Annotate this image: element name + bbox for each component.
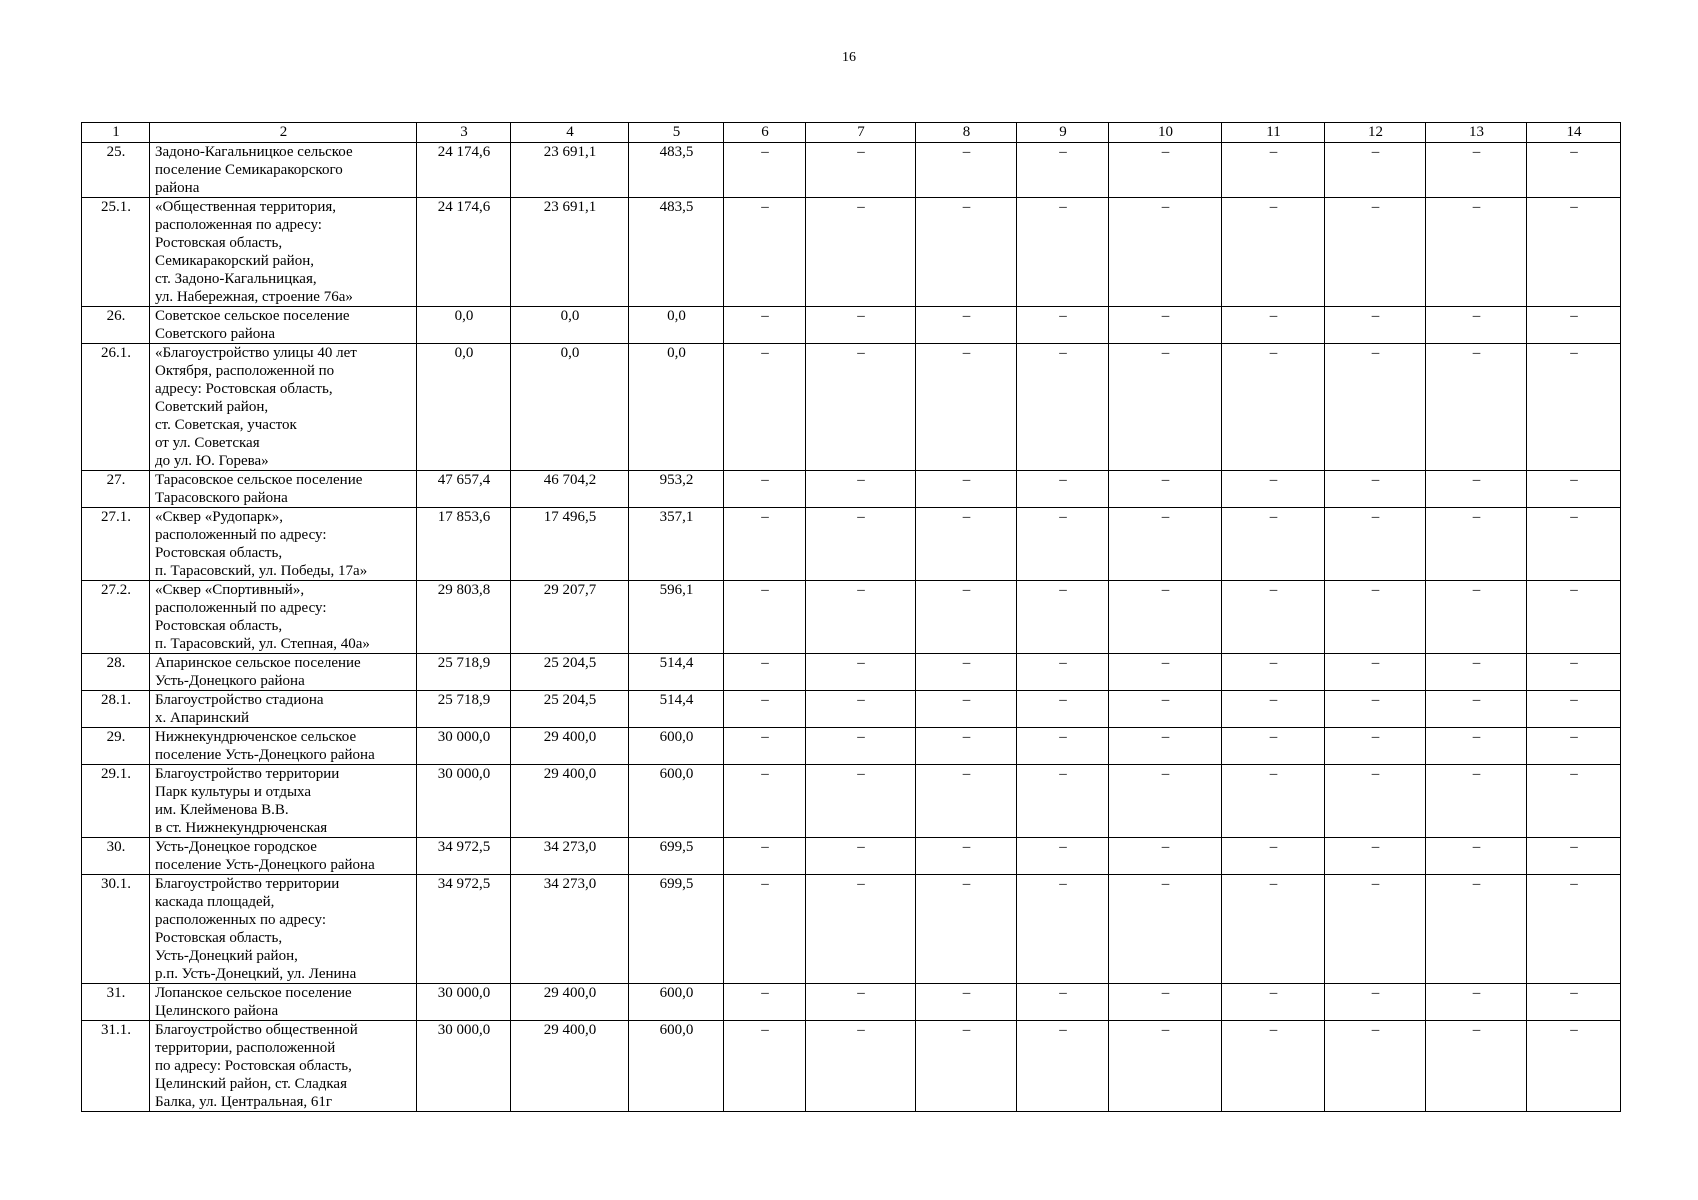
row-name [150,143,417,198]
empty-value-cell: – [806,728,916,765]
row-name-line: Апаринское сельское поселение [155,655,361,671]
row-number: 27.2. [82,581,150,654]
page-number: 16 [842,50,856,65]
empty-value-cell: – [724,508,806,581]
empty-value-cell: – [806,838,916,875]
empty-value-cell: – [1527,143,1621,198]
empty-value-cell: – [1426,691,1527,728]
amount-cell-c5: 357,1 [629,508,724,581]
empty-value-cell: – [1017,471,1109,508]
empty-value-cell: – [1222,838,1325,875]
empty-value-cell: – [1222,875,1325,984]
row-name-line: расположенный по адресу: [155,527,327,543]
empty-value-cell: – [1527,984,1621,1021]
amount-cell-c4: 29 207,7 [511,581,629,654]
column-header: 2 [150,123,417,143]
empty-value-cell: – [1017,654,1109,691]
empty-value-cell: – [1109,654,1222,691]
row-number: 29. [82,728,150,765]
empty-value-cell: – [1109,143,1222,198]
table-row [82,875,1621,984]
row-name [150,728,417,765]
amount-cell-c4: 0,0 [511,344,629,471]
empty-value-cell: – [1109,1021,1222,1112]
row-number: 31. [82,984,150,1021]
amount-cell-c3: 24 174,6 [417,143,511,198]
empty-value-cell: – [1017,508,1109,581]
row-name-line: Парк культуры и отдыха [155,784,311,800]
amount-cell-c5: 514,4 [629,654,724,691]
amount-cell-c4: 0,0 [511,307,629,344]
empty-value-cell: – [1426,765,1527,838]
row-name-line: Ростовская область, [155,930,283,946]
amount-cell-c3: 30 000,0 [417,984,511,1021]
column-header: 8 [916,123,1017,143]
empty-value-cell: – [1222,198,1325,307]
amount-cell-c5: 600,0 [629,728,724,765]
row-name-line: поселение Усть-Донецкого района [155,857,375,873]
row-name-line: Советское сельское поселение [155,308,350,324]
amount-cell-c4: 29 400,0 [511,728,629,765]
amount-cell-c3: 30 000,0 [417,728,511,765]
empty-value-cell: – [1017,838,1109,875]
row-name-line: ст. Советская, участок [155,417,297,433]
row-name-line: Советский район, [155,399,269,415]
empty-value-cell: – [1325,875,1426,984]
row-name-line: в ст. Нижнекундрюченская [155,820,328,836]
row-name-line: им. Клейменова В.В. [155,802,289,818]
empty-value-cell: – [1527,307,1621,344]
empty-value-cell: – [806,344,916,471]
empty-value-cell: – [724,691,806,728]
column-header: 10 [1109,123,1222,143]
empty-value-cell: – [916,654,1017,691]
row-number: 28. [82,654,150,691]
empty-value-cell: – [916,344,1017,471]
row-name-line: Нижнекундрюченское сельское [155,729,357,745]
empty-value-cell: – [916,307,1017,344]
amount-cell-c4: 29 400,0 [511,765,629,838]
amount-cell-c4: 25 204,5 [511,654,629,691]
empty-value-cell: – [1017,307,1109,344]
empty-value-cell: – [1325,508,1426,581]
row-name-line: ул. Набережная, строение 76а» [155,289,353,305]
empty-value-cell: – [916,838,1017,875]
empty-value-cell: – [1222,728,1325,765]
table-row [82,765,1621,838]
empty-value-cell: – [1017,143,1109,198]
empty-value-cell: – [1222,1021,1325,1112]
empty-value-cell: – [1426,984,1527,1021]
empty-value-cell: – [724,875,806,984]
row-name-line: Усть-Донецкое городское [155,839,317,855]
row-name-line: Тарасовского района [155,490,288,506]
empty-value-cell: – [724,838,806,875]
row-name-line: ст. Задоно-Кагальницкая, [155,271,317,287]
amount-cell-c3: 25 718,9 [417,691,511,728]
amount-cell-c5: 514,4 [629,691,724,728]
empty-value-cell: – [1426,728,1527,765]
empty-value-cell: – [806,691,916,728]
empty-value-cell: – [1325,984,1426,1021]
empty-value-cell: – [806,198,916,307]
row-number: 26. [82,307,150,344]
row-name [150,471,417,508]
row-name-line: расположенный по адресу: [155,600,327,616]
budget-table [81,122,1621,1112]
empty-value-cell: – [1527,581,1621,654]
row-name-line: п. Тарасовский, ул. Степная, 40а» [155,636,370,652]
row-name [150,307,417,344]
empty-value-cell: – [1109,307,1222,344]
empty-value-cell: – [916,471,1017,508]
empty-value-cell: – [1325,471,1426,508]
empty-value-cell: – [1527,344,1621,471]
row-name-line: территории, расположенной [155,1040,336,1056]
amount-cell-c3: 0,0 [417,344,511,471]
empty-value-cell: – [916,198,1017,307]
row-name-line: до ул. Ю. Горева» [155,453,269,469]
empty-value-cell: – [724,198,806,307]
row-number: 30.1. [82,875,150,984]
empty-value-cell: – [1426,143,1527,198]
amount-cell-c3: 25 718,9 [417,654,511,691]
column-header: 7 [806,123,916,143]
column-header: 9 [1017,123,1109,143]
empty-value-cell: – [806,1021,916,1112]
table-row [82,143,1621,198]
row-name [150,691,417,728]
empty-value-cell: – [1017,198,1109,307]
empty-value-cell: – [1017,344,1109,471]
table-row [82,307,1621,344]
amount-cell-c5: 483,5 [629,198,724,307]
empty-value-cell: – [1109,765,1222,838]
amount-cell-c4: 34 273,0 [511,838,629,875]
table-row [82,1021,1621,1112]
row-name-line: по адресу: Ростовская область, [155,1058,352,1074]
row-number: 28.1. [82,691,150,728]
amount-cell-c3: 34 972,5 [417,838,511,875]
empty-value-cell: – [1325,344,1426,471]
empty-value-cell: – [1109,728,1222,765]
empty-value-cell: – [1222,344,1325,471]
row-name [150,838,417,875]
row-name-line: Лопанское сельское поселение [155,985,352,1001]
empty-value-cell: – [1222,471,1325,508]
row-name-line: расположенных по адресу: [155,912,326,928]
amount-cell-c3: 34 972,5 [417,875,511,984]
table-row [82,728,1621,765]
row-name [150,198,417,307]
empty-value-cell: – [1527,838,1621,875]
table-row [82,471,1621,508]
amount-cell-c4: 34 273,0 [511,875,629,984]
empty-value-cell: – [1222,307,1325,344]
empty-value-cell: – [806,984,916,1021]
empty-value-cell: – [1325,765,1426,838]
empty-value-cell: – [1222,581,1325,654]
row-name-line: Тарасовское сельское поселение [155,472,363,488]
column-header: 4 [511,123,629,143]
column-header: 3 [417,123,511,143]
row-name-line: «Благоустройство улицы 40 лет [155,345,357,361]
amount-cell-c5: 0,0 [629,307,724,344]
empty-value-cell: – [1325,654,1426,691]
empty-value-cell: – [1426,654,1527,691]
empty-value-cell: – [1325,728,1426,765]
amount-cell-c5: 600,0 [629,1021,724,1112]
amount-cell-c3: 30 000,0 [417,765,511,838]
empty-value-cell: – [1527,508,1621,581]
row-name [150,344,417,471]
amount-cell-c4: 46 704,2 [511,471,629,508]
row-number: 30. [82,838,150,875]
empty-value-cell: – [1222,143,1325,198]
row-name-line: расположенная по адресу: [155,217,322,233]
amount-cell-c4: 23 691,1 [511,198,629,307]
empty-value-cell: – [1527,1021,1621,1112]
column-header: 6 [724,123,806,143]
empty-value-cell: – [806,654,916,691]
row-name-line: «Сквер «Спортивный», [155,582,305,598]
empty-value-cell: – [1109,838,1222,875]
row-name [150,984,417,1021]
row-name-line: Целинского района [155,1003,279,1019]
amount-cell-c3: 47 657,4 [417,471,511,508]
row-name-line: Благоустройство общественной [155,1022,358,1038]
row-name-line: поселение Усть-Донецкого района [155,747,375,763]
amount-cell-c5: 953,2 [629,471,724,508]
row-name-line: от ул. Советская [155,435,260,451]
amount-cell-c3: 30 000,0 [417,1021,511,1112]
empty-value-cell: – [1426,1021,1527,1112]
empty-value-cell: – [1017,581,1109,654]
empty-value-cell: – [806,307,916,344]
amount-cell-c5: 699,5 [629,838,724,875]
row-name-line: Усть-Донецкий район, [155,948,298,964]
empty-value-cell: – [1017,765,1109,838]
empty-value-cell: – [916,691,1017,728]
row-name-line: «Сквер «Рудопарк», [155,509,283,525]
table-body [82,143,1621,1112]
amount-cell-c3: 29 803,8 [417,581,511,654]
empty-value-cell: – [1426,344,1527,471]
empty-value-cell: – [916,1021,1017,1112]
amount-cell-c4: 25 204,5 [511,691,629,728]
empty-value-cell: – [1109,691,1222,728]
empty-value-cell: – [806,471,916,508]
empty-value-cell: – [724,307,806,344]
empty-value-cell: – [1325,691,1426,728]
empty-value-cell: – [1426,875,1527,984]
empty-value-cell: – [1017,875,1109,984]
empty-value-cell: – [1222,691,1325,728]
empty-value-cell: – [1325,143,1426,198]
row-name [150,581,417,654]
empty-value-cell: – [1109,984,1222,1021]
row-name-line: п. Тарасовский, ул. Победы, 17а» [155,563,368,579]
column-header: 14 [1527,123,1621,143]
row-name-line: Семикаракорский район, [155,253,314,269]
row-name-line: Целинский район, ст. Сладкая [155,1076,347,1092]
empty-value-cell: – [1325,581,1426,654]
empty-value-cell: – [806,508,916,581]
row-number: 31.1. [82,1021,150,1112]
empty-value-cell: – [1325,307,1426,344]
row-number: 25.1. [82,198,150,307]
table-row [82,838,1621,875]
empty-value-cell: – [916,984,1017,1021]
row-name-line: Ростовская область, [155,545,283,561]
empty-value-cell: – [1109,344,1222,471]
empty-value-cell: – [1527,471,1621,508]
empty-value-cell: – [806,875,916,984]
row-name-line: «Общественная территория, [155,199,337,215]
empty-value-cell: – [1527,728,1621,765]
row-number: 25. [82,143,150,198]
empty-value-cell: – [1426,508,1527,581]
empty-value-cell: – [1017,984,1109,1021]
row-name [150,765,417,838]
amount-cell-c5: 0,0 [629,344,724,471]
empty-value-cell: – [1109,875,1222,984]
row-name-line: Ростовская область, [155,235,283,251]
amount-cell-c3: 17 853,6 [417,508,511,581]
row-name-line: Октября, расположенной по [155,363,335,379]
amount-cell-c5: 596,1 [629,581,724,654]
amount-cell-c5: 483,5 [629,143,724,198]
row-number: 27.1. [82,508,150,581]
empty-value-cell: – [916,508,1017,581]
table-row [82,984,1621,1021]
empty-value-cell: – [1527,198,1621,307]
empty-value-cell: – [724,765,806,838]
row-name-line: Балка, ул. Центральная, 61г [155,1094,333,1110]
empty-value-cell: – [724,471,806,508]
row-name-line: Благоустройство территории [155,766,340,782]
empty-value-cell: – [1109,471,1222,508]
row-name [150,654,417,691]
amount-cell-c5: 600,0 [629,765,724,838]
row-name-line: каскада площадей, [155,894,275,910]
empty-value-cell: – [1222,508,1325,581]
row-name-line: Усть-Донецкого района [155,673,305,689]
column-header: 12 [1325,123,1426,143]
empty-value-cell: – [724,984,806,1021]
empty-value-cell: – [1325,1021,1426,1112]
row-name-line: Благоустройство территории [155,876,340,892]
amount-cell-c4: 23 691,1 [511,143,629,198]
empty-value-cell: – [1109,581,1222,654]
column-header: 1 [82,123,150,143]
amount-cell-c3: 0,0 [417,307,511,344]
empty-value-cell: – [1426,838,1527,875]
table-row [82,581,1621,654]
empty-value-cell: – [1017,1021,1109,1112]
empty-value-cell: – [1222,765,1325,838]
empty-value-cell: – [1527,875,1621,984]
empty-value-cell: – [1109,508,1222,581]
table-row [82,654,1621,691]
empty-value-cell: – [724,344,806,471]
column-header: 13 [1426,123,1527,143]
table-row [82,508,1621,581]
empty-value-cell: – [1527,691,1621,728]
row-name [150,1021,417,1112]
row-name-line: р.п. Усть-Донецкий, ул. Ленина [155,966,357,982]
empty-value-cell: – [1426,307,1527,344]
empty-value-cell: – [1325,838,1426,875]
row-name-line: поселение Семикаракорского [155,162,343,178]
empty-value-cell: – [724,654,806,691]
empty-value-cell: – [1017,728,1109,765]
empty-value-cell: – [916,765,1017,838]
row-name-line: х. Апаринский [155,710,250,726]
amount-cell-c4: 29 400,0 [511,984,629,1021]
empty-value-cell: – [1426,581,1527,654]
row-name-line: района [155,180,200,196]
empty-value-cell: – [1325,198,1426,307]
empty-value-cell: – [806,765,916,838]
amount-cell-c5: 600,0 [629,984,724,1021]
row-number: 26.1. [82,344,150,471]
empty-value-cell: – [724,581,806,654]
column-header: 11 [1222,123,1325,143]
row-name-line: Ростовская область, [155,618,283,634]
row-name-line: Благоустройство стадиона [155,692,324,708]
empty-value-cell: – [1426,198,1527,307]
empty-value-cell: – [1109,198,1222,307]
empty-value-cell: – [916,875,1017,984]
column-header: 5 [629,123,724,143]
empty-value-cell: – [1222,654,1325,691]
empty-value-cell: – [916,728,1017,765]
row-name [150,508,417,581]
empty-value-cell: – [806,143,916,198]
empty-value-cell: – [1017,691,1109,728]
empty-value-cell: – [916,581,1017,654]
row-number: 27. [82,471,150,508]
table-row [82,198,1621,307]
empty-value-cell: – [1426,471,1527,508]
empty-value-cell: – [806,581,916,654]
table-row [82,344,1621,471]
empty-value-cell: – [1222,984,1325,1021]
amount-cell-c5: 699,5 [629,875,724,984]
empty-value-cell: – [724,1021,806,1112]
table-row [82,691,1621,728]
empty-value-cell: – [724,143,806,198]
row-name-line: Советского района [155,326,275,342]
column-number-row [82,123,1621,143]
amount-cell-c4: 29 400,0 [511,1021,629,1112]
row-name-line: Задоно-Кагальницкое сельское [155,144,353,160]
amount-cell-c3: 24 174,6 [417,198,511,307]
amount-cell-c4: 17 496,5 [511,508,629,581]
empty-value-cell: – [1527,654,1621,691]
row-number: 29.1. [82,765,150,838]
empty-value-cell: – [724,728,806,765]
row-name [150,875,417,984]
row-name-line: адресу: Ростовская область, [155,381,333,397]
empty-value-cell: – [1527,765,1621,838]
empty-value-cell: – [916,143,1017,198]
